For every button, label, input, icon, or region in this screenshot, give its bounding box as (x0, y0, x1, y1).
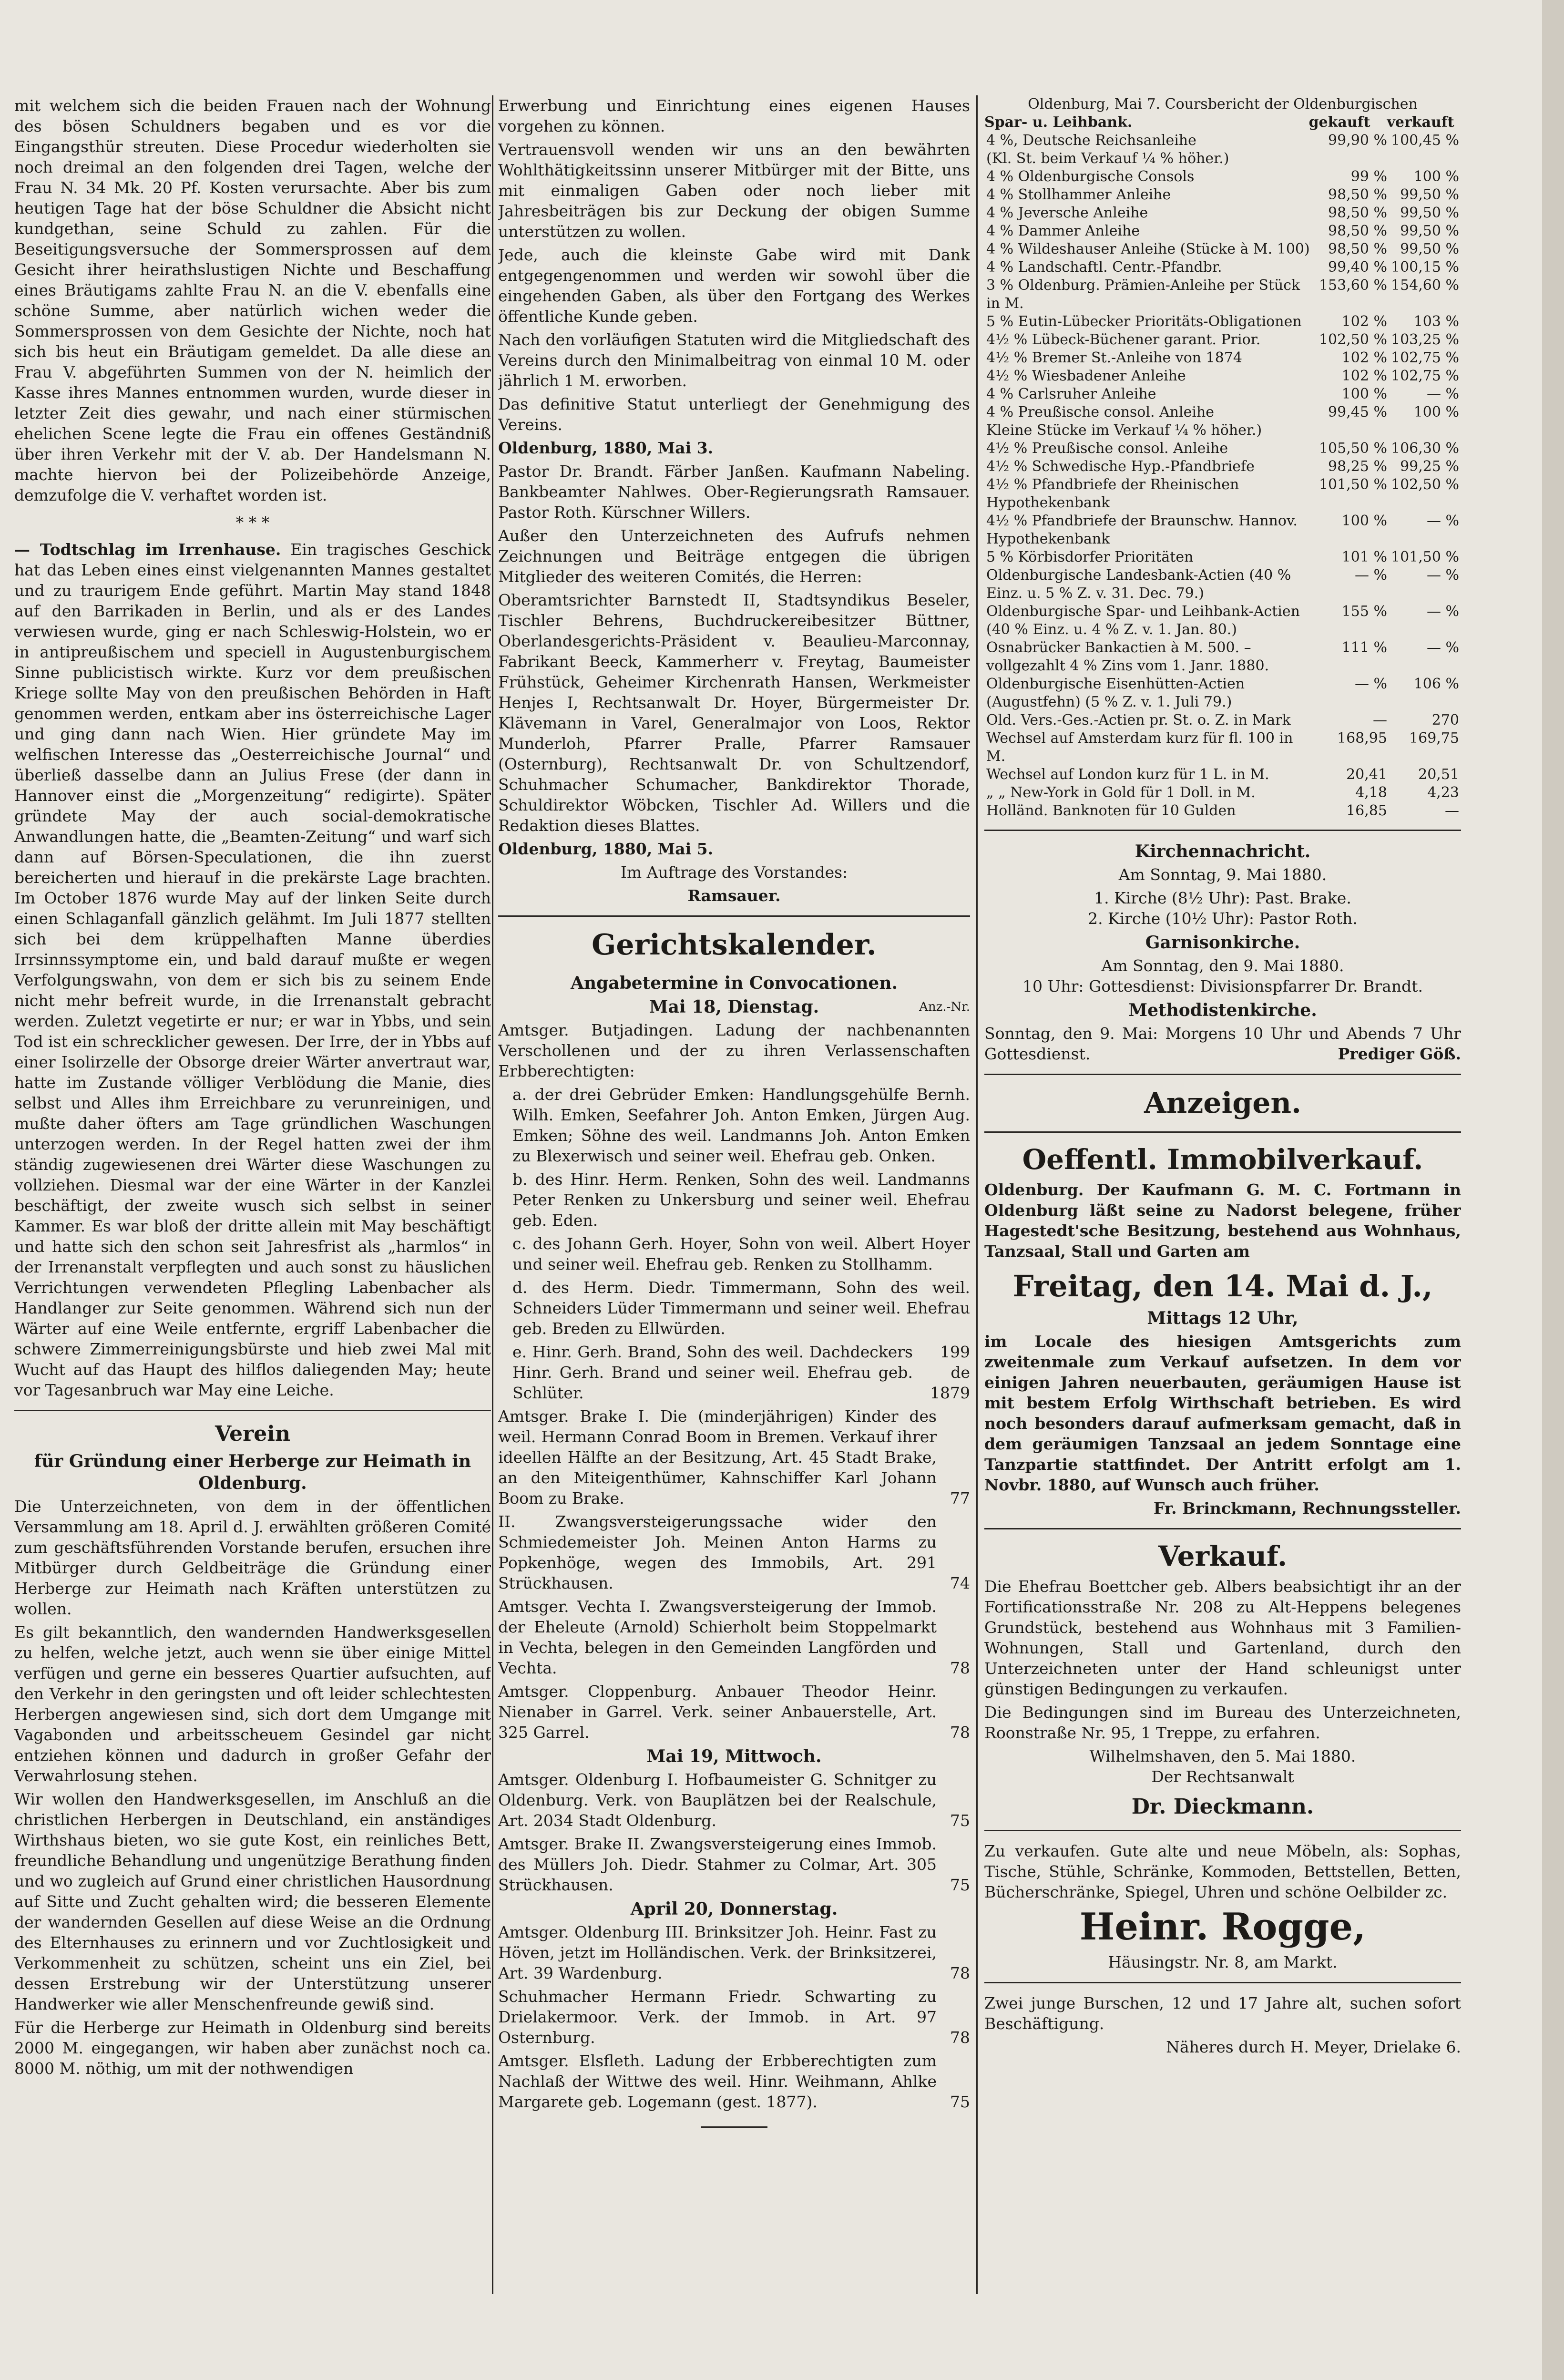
price-bought: 155 % (1341, 603, 1387, 620)
price-sold: — % (1426, 567, 1459, 584)
price-bought: 102 % (1341, 368, 1387, 384)
security-name: 4 % Wildeshauser Anleihe (Stücke à M. 100) (986, 241, 1310, 257)
service-line (984, 1023, 1461, 1064)
entry-number: 199 de 1879 (930, 1343, 970, 1402)
security-name: 4½ % Wiesbadener Anleihe (986, 368, 1186, 384)
security-name: 4 % Preußische consol. Anleihe (986, 404, 1215, 421)
entry-number: 78 (950, 2028, 970, 2047)
price-bought: 98,50 % (1328, 241, 1387, 257)
price-sold: 101,50 % (1390, 549, 1459, 565)
court-entry-text: Amtsger. Brake II. Zwangsversteigerung eines Immob. des Müllers Joh. Diedr. Stahmer zu Colmar, Art. 305 Strückhausen. (498, 1835, 937, 1894)
price-bought: 99,45 % (1328, 404, 1387, 421)
price-sold (1389, 150, 1461, 168)
entry-number: 78 (950, 1964, 970, 1982)
price-bought: 105,50 % (1319, 440, 1387, 457)
entry-number: 78 (950, 1723, 970, 1742)
price-bought: 168,95 (1337, 730, 1387, 747)
article-paragraph: Jede, auch die kleinste Gabe wird mit Dank entgegengenommen und werden wir sowohl über die eingehenden Gaben, als über den Fortgang des Werkes öffentliche Kunde geben. (498, 246, 970, 326)
course-row (984, 150, 1461, 168)
course-row (984, 639, 1461, 675)
column-label-bought: gekauft (1308, 114, 1370, 131)
course-row (984, 258, 1461, 277)
price-bought: 102 % (1341, 349, 1387, 366)
article-paragraph: Erwerbung und Einrichtung eines eigenen Hauses vorgehen zu können. (498, 96, 970, 135)
price-bought: 99 % (1350, 168, 1387, 185)
court-entry (498, 1834, 970, 1895)
course-row (984, 711, 1461, 729)
ad-date: Wilhelmshaven, den 5. Mai 1880. (1089, 1747, 1356, 1765)
course-row (984, 240, 1461, 258)
signatories: Pastor Dr. Brandt. Färber Janßen. Kaufmann Nabeling. Bankbeamter Nahlwes. Ober-Regierungsrath Ramsauer. Pastor Roth. Kürschner Willers. (498, 462, 970, 522)
course-row (984, 385, 1461, 403)
price-bought: 20,41 (1346, 766, 1387, 783)
court-entry: c. des Johann Gerh. Hoyer, Sohn von weil. Albert Hoyer und seiner weil. Ehefrau geb. Renken zu Stollhamm. (512, 1234, 970, 1273)
course-row (984, 548, 1461, 566)
security-name: 4½ % Preußische consol. Anleihe (986, 440, 1228, 457)
service-date: Am Sonntag, den 9. Mai 1880. (1101, 956, 1344, 975)
price-bought: 16,85 (1346, 802, 1387, 819)
course-row (984, 766, 1461, 784)
committee-list: Oberamtsrichter Barnstedt II, Stadtsyndikus Beseler, Tischler Behrens, Buchdruckereibesitzer Büttner, Oberlandesgerichts-Präsident v. Beaulieu-Marconnay, Fabrikant Beeck, Kammerherr v. Freytag, Baumeister Frühstück, Geheimer Kirchenrath Hansen, Werkmeister Henjes I, Rechtsanwalt Dr. Hoyer, Bürgermeister Dr. Klävemann in Varel, Generalmajor von Loos, Rektor Munderloh, Pfarrer Pralle, Pfarrer Ramsauer (Osternburg), Rechtsanwalt Dr. von Schultzendorf, Schuhmacher Schumacher, Bankdirektor Thorade, Schuldirektor Wöbcken, Tischler Ad. Willers und die Redaktion dieses Blattes. (498, 591, 970, 835)
security-name: 4 % Oldenburgische Consols (986, 168, 1195, 185)
article-paragraph: Nach den vorläufigen Statuten wird die Mitgliedschaft des Vereins durch den Minimalbeitrag von einmal 10 M. oder jährlich 1 M. erworben. (498, 330, 970, 390)
price-bought: 99,40 % (1328, 259, 1387, 276)
date-heading: Mai 18, Dienstag. (649, 997, 819, 1017)
article-paragraph: mit welchem sich die beiden Frauen nach der Wohnung des bösen Schuldners begaben und es vor die Eingangsthür streuten. Diese Procedur wiederholten sie noch dreimal an den folgenden drei Tagen, welche der Frau N. 34 Mk. 20 Pf. Kosten verursachte. Aber bis zum heutigen Tage hat der böse Schuldner die Absicht nicht kundgethan, seine Schuld zu zahlen. Für die Beseitigungsversuche der Sommersprossen auf dem Gesicht ihrer heirathslustigen Nichte und Beschaffung eines Bräutigams zahlte Frau N. an die V. ebenfalls eine schöne Summe, aber natürlich wichen weder die Sommersprossen von dem Gesichte der Nichte, noch hat sich bis heut ein Bräutigam gemeldet. Da alle diese an Frau V. abgeführten Summen von der N. heimlich der Kasse ihres Mannes entnommen wurden, wurde dieser in letzter Zeit dies gewahr, und nach einer stürmischen ehelichen Scene legte die Frau ein offenes Geständniß über ihren Verkehr mit der V. ab. Der Handelsmann N. machte hiervon bei der Polizeibehörde Anzeige, demzufolge die V. verhaftet worden ist. (14, 96, 491, 504)
date-heading: Mai 19, Mittwoch. (646, 1746, 822, 1766)
price-sold: 102,75 % (1390, 368, 1459, 384)
price-bought: 98,50 % (1328, 223, 1387, 239)
court-entry-text: Amtsger. Elsfleth. Ladung der Erbberechtigten zum Nachlaß der Wittwe des weil. Hinr. Weihmann, Ahlke Margarete geb. Logemann (gest. 1877). (498, 2052, 937, 2111)
column-label: Anz.-Nr. (919, 1000, 970, 1014)
security-name: 5 % Körbisdorfer Prioritäten (986, 549, 1194, 565)
price-sold: 99,50 % (1400, 241, 1459, 257)
course-row (984, 204, 1461, 222)
security-name: 4½ % Pfandbriefe der Rheinischen Hypothekenbank (986, 476, 1239, 511)
course-row (984, 132, 1461, 150)
article-paragraph: Vertrauensvoll wenden wir uns an den bewährten Wohlthätigkeitssinn unserer Mitbürger mit der Bitte, uns mit einmaligen Gaben oder noch lieber mit Jahresbeiträgen bis zur Deckung der obigen Summe unterstützen zu wollen. (498, 140, 970, 241)
section-rule (14, 1410, 491, 1411)
course-row (984, 222, 1461, 240)
course-row (984, 566, 1461, 603)
price-sold: 106 % (1413, 676, 1459, 692)
price-sold: 154,60 % (1390, 277, 1459, 294)
price-bought: 102,50 % (1319, 331, 1387, 348)
price-bought: — (1372, 712, 1387, 728)
price-sold: 103,25 % (1390, 331, 1459, 348)
court-entry-text: Amtsger. Vechta I. Zwangsversteigerung der Immob. der Eheleute (Arnold) Schierholt beim Stoppelmarkt in Vechta, belegen in den Gemeinden Langförden und Vechta. (498, 1597, 937, 1677)
entry-number: 75 (950, 2093, 970, 2111)
price-bought: 101 % (1341, 549, 1387, 565)
section-rule (984, 1074, 1461, 1075)
entry-number: 75 (950, 1876, 970, 1894)
course-table (984, 132, 1461, 820)
ad-contact: Näheres durch H. Meyer, Drielake 6. (1166, 2038, 1461, 2056)
price-sold: — % (1426, 603, 1459, 620)
course-row (984, 168, 1461, 186)
court-entry (498, 1406, 970, 1508)
price-sold: 99,50 % (1400, 223, 1459, 239)
ad-signature: Dr. Dieckmann. (1131, 1795, 1314, 1819)
section-title: Garnisonkirche. (1145, 933, 1300, 953)
price-sold: 99,50 % (1400, 186, 1459, 203)
course-row (984, 512, 1461, 548)
ad-address: Häusingstr. Nr. 8, am Markt. (1108, 1953, 1338, 1971)
article-paragraph: Das definitive Statut unterliegt der Genehmigung des Vereins. (498, 395, 970, 434)
column-divider (492, 95, 493, 2294)
security-name: Oldenburgische Landesbank-Actien (40 % Einz. u. 5 % Z. v. 31. Dec. 79.) (986, 567, 1291, 602)
price-bought: — % (1354, 676, 1387, 692)
court-entry-text: e. Hinr. Gerh. Brand, Sohn des weil. Dachdeckers Hinr. Gerh. Brand und seiner weil. Ehefrau geb. Schlüter. (512, 1343, 913, 1402)
bank-name: Spar- u. Leihbank. (984, 114, 1133, 131)
court-entry (498, 1681, 970, 1743)
security-name: Oldenburgische Spar- und Leihbank-Actien (40 % Einz. u. 4 % Z. v. 1. Jan. 80.) (986, 603, 1300, 638)
security-name: „ „ New-York in Gold für 1 Doll. in M. (986, 784, 1256, 801)
ad-text: Zwei junge Burschen, 12 und 17 Jahre alt, suchen sofort Beschäftigung. (984, 1994, 1461, 2033)
security-name: 4 %, Deutsche Reichsanleihe (986, 132, 1196, 149)
price-sold: 169,75 (1409, 730, 1459, 747)
column-right (984, 95, 1461, 2304)
course-row (984, 784, 1461, 802)
on-behalf: Im Auftrage des Vorstandes: (620, 863, 848, 882)
court-entry (498, 1986, 970, 2048)
entry-number: 74 (950, 1574, 970, 1592)
price-bought: 100 % (1341, 513, 1387, 529)
security-name: (Kl. St. beim Verkauf ¼ % höher.) (986, 150, 1229, 167)
article-paragraph: Außer den Unterzeichneten des Aufrufs nehmen Zeichnungen und Beiträge entgegen die übrigen Mitglieder des weiteren Comités, die Herren: (498, 526, 970, 586)
section-rule (984, 1131, 1461, 1133)
page-edge (1542, 0, 1564, 2380)
course-row (984, 331, 1461, 349)
column-left (14, 95, 491, 2304)
ad-role: Der Rechtsanwalt (1151, 1767, 1294, 1786)
price-sold: 100,15 % (1390, 259, 1459, 276)
court-entry (498, 1769, 970, 1831)
security-name: Kleine Stücke im Verkauf ¼ % höher.) (986, 422, 1262, 439)
article-paragraph: Die Unterzeichneten, von dem in der öffentlichen Versammlung am 18. April d. J. erwählten größeren Comité zum geschäftsführenden Vorstande berufen, ersuchen ihre Mitbürger durch Geldbeiträge die Gründung einer Herberge zur Heimath nach Kräften unterstützen zu wollen. (14, 1497, 491, 1618)
course-row (984, 476, 1461, 512)
ad-text: Die Ehefrau Boettcher geb. Albers beabsichtigt ihr an der Fortificationsstraße Nr. 208 zu Alt-Heppens belegenes Grundstück, bestehend aus Wohnhaus mit 3 Familien-Wohnungen, Stall und Gartenland, durch den Unterzeichneten unter der Hand schleunigst unter günstigen Bedingungen zu verkaufen. (984, 1577, 1461, 1698)
service-line: 2. Kirche (10½ Uhr): Pastor Roth. (1088, 909, 1358, 928)
service-date: Am Sonntag, 9. Mai 1880. (1118, 865, 1327, 884)
court-entry (498, 1922, 970, 1983)
section-subtitle: für Gründung einer Herberge zur Heimath in Oldenburg. (34, 1451, 471, 1493)
court-entry (498, 1596, 970, 1678)
ad-date: Freitag, den 14. Mai d. J., (1012, 1269, 1433, 1303)
article-body: Ein tragisches Geschick hat das Leben eines einst vielgenannten Mannes gestaltet und zu traurigem Ende geführt. Martin May stand 1848 auf den Barrikaden in Berlin, und als er des Landes verwiesen wurde, ging er nach Schleswig-Holstein, wo er in antipreußischem und speciell in Augustenburgischem Sinne publicistisch wirkte. Kurz vor dem preußischen Kriege sollte May von den preußischen Behörden in Haft genommen werden, entkam aber ins österreichische Lager und ging dann nach Wien. Hier gründete May im welfischen Interesse das „Oesterreichische Journal“ und überließ dasselbe dann an Julius Frese (der dann in Hannover einst die „Morgenzeitung“ redigirte). Später gründete May der auch social-demokratische Anwandlungen hatte, die „Beamten-Zeitung“ und warf sich dann auf Börsen-Speculationen, die ihn zuerst bereicherten und hierauf in die prekärste Lage brachten. Im October 1876 wurde May auf der linken Seite durch einen Schlaganfall gänzlich gelähmt. Im Juli 1877 stellten sich bei dem krüppelhaften Manne überdies Irrsinnssymptome ein, und bald darauf mußte er wegen Verfolgungswahn, von dem er sich bis zu seinem Ende nicht mehr befreit wurde, in die Irrenanstalt gebracht werden. Zuletzt vegetirte er nur; er war in Ybbs, und sein Tod ist ein schrecklicher gewesen. Der Irre, der in Ybbs auf einer Isolirzelle der Obsorge dreier Wärter anvertraut war, hatte im Zustande völliger Verblödung die Manie, dies selbst und Alles ihm Erreichbare zu verunreinigen, und mußte daher öfters am Tage gründlichen Waschungen unterzogen werden. In der Regel hatten zwei der ihm ständig zugewiesenen drei Wärter diese Waschungen zu vollziehen. Diesmal war der eine Wärter in der Kanzlei beschäftigt, der zweite wusch sich selbst in seiner Kammer. Es war bloß der dritte allein mit May beschäftigt und hatte sich den schon seit Jahresfrist als „harmlos“ in der Irrenanstalt verpflegten und auch sonst zu häuslichen Verrichtungen verwendeten Pflegling Labenbacher als Handlanger zur Seite genommen. Während sich nun der Wärter auf eine Weile entfernte, ergriff Labenbacher die schwere Zimmerreinigungsbürste und hieb zwei Mal mit Wucht auf das Haupt des hilflos daliegenden May; heute vor Tagesanbruch war May eine Leiche. (14, 540, 491, 1399)
security-name: Wechsel auf London kurz für 1 L. in M. (986, 766, 1269, 783)
section-rule (498, 915, 970, 917)
security-name: 4½ % Bremer St.-Anleihe von 1874 (986, 349, 1242, 366)
court-entry (498, 1342, 970, 1403)
price-sold: 106,30 % (1390, 440, 1459, 457)
article-paragraph: Wir wollen den Handwerksgesellen, im Anschluß an die christlichen Herbergen in Deutschland, ein anständiges Wirthshaus bieten, wo sie gute Kost, ein reinliches Bett, freundliche Behandlung und ungenützige Berathung finden und wo zugleich auf Grund einer christlichen Hausordnung auf Sitte und Zucht gehalten wird; die besseren Elemente der wandernden Gesellen auf diese Weise an die Ordnung des Elternhauses zu erinnern und vor Zuchtlosigkeit und Verkommenheit zu schützen, scheint uns ein Ziel, bei dessen Erstrebung wir der Unterstützung unserer Handwerker wie aller Menschenfreunde gewiß sind. (14, 1790, 491, 2013)
security-name: 3 % Oldenburg. Prämien-Anleihe per Stück in M. (986, 277, 1300, 312)
article-paragraph (14, 539, 491, 1400)
price-sold: — % (1426, 513, 1459, 529)
ad-text: im Locale des hiesigen Amtsgerichts zum zweitenmale zum Verkauf aufsetzen. In dem vor einigen Jahren neuerbauten, geräumigen Hause ist mit bestem Erfolg Wirthschaft betrieben. Es wird noch besonders darauf aufmerksam gemacht, daß in dem geräumigen Tanzsaal an jedem Sonntage eine Tanzpartie stattfindet. Der Antritt erfolgt am 1. Novbr. 1880, auf Wunsch auch früher. (984, 1332, 1461, 1494)
price-bought: 98,50 % (1328, 205, 1387, 221)
price-sold: 100 % (1413, 404, 1459, 421)
ad-name: Heinr. Rogge, (1079, 1905, 1366, 1949)
course-row (984, 313, 1461, 331)
court-entry-text: II. Zwangsversteigerungssache wider den Schmiedemeister Joh. Meinen Anton Harms zu Popkenhöge, wegen des Immobils, Art. 291 Strückhausen. (498, 1512, 937, 1592)
ad-text: Zu verkaufen. Gute alte und neue Möbeln, als: Sophas, Tische, Stühle, Schränke, Kommoden, Bettstellen, Betten, Bücherschränke, Spiegel, Uhren und schöne Oelbilder zc. (984, 1842, 1461, 1901)
security-name: Wechsel auf Amsterdam kurz für fl. 100 in M. (986, 730, 1293, 765)
column-middle (498, 95, 970, 2304)
court-entry: d. des Herm. Diedr. Timmermann, Sohn des weil. Schneiders Lüder Timmermann und seiner weil. Ehefrau geb. Breden zu Ellwürden. (512, 1278, 970, 1338)
preacher-name: Prediger Göß. (1338, 1045, 1461, 1063)
court-entry (498, 2051, 970, 2112)
court-entry-text: Amtsger. Cloppenburg. Anbauer Theodor Heinr. Nienaber in Garrel. Verk. seiner Anbauerstelle, Art. 325 Garrel. (498, 1682, 937, 1742)
ad-signature: Fr. Brinckmann, Rechnungssteller. (1153, 1499, 1461, 1518)
price-sold: 102,50 % (1390, 476, 1459, 493)
security-name: 4 % Dammer Anleihe (986, 223, 1140, 239)
article-paragraph: Für die Herberge zur Heimath in Oldenburg sind bereits 2000 M. eingegangen, wir haben aber zunächst noch ca. 8000 M. nöthig, um mit der nothwendigen (14, 2018, 491, 2078)
dateline: Oldenburg, 1880, Mai 3. (498, 439, 714, 457)
price-bought: — % (1354, 567, 1387, 584)
ad-title: Oeffentl. Immobilverkauf. (1022, 1143, 1423, 1176)
course-row (984, 277, 1461, 313)
section-title: Kirchennachricht. (1135, 841, 1311, 862)
price-bought: 4,18 (1355, 784, 1387, 801)
security-name: Holländ. Banknoten für 10 Gulden (986, 802, 1236, 819)
price-sold: 103 % (1413, 313, 1459, 330)
court-entry-text: Schuhmacher Hermann Friedr. Schwarting zu Drielakermoor. Verk. der Immob. in Art. 97 Osternburg. (498, 1987, 937, 2047)
ad-title: Verkauf. (1158, 1540, 1288, 1572)
price-sold: 100 % (1413, 168, 1459, 185)
price-bought: 102 % (1341, 313, 1387, 330)
section-title: Methodistenkirche. (1128, 1000, 1317, 1020)
security-name: 4 % Carlsruher Anleihe (986, 386, 1156, 402)
signature: Ramsauer. (687, 886, 781, 905)
price-bought: 111 % (1341, 639, 1387, 656)
course-row (984, 186, 1461, 204)
price-sold: — (1445, 802, 1459, 819)
course-row (984, 603, 1461, 639)
course-row (984, 675, 1461, 711)
price-bought: 99,90 % (1328, 132, 1387, 149)
security-name: 4 % Landschaftl. Centr.-Pfandbr. (986, 259, 1222, 276)
price-sold: — % (1426, 386, 1459, 402)
dateline: Oldenburg, 1880, Mai 5. (498, 840, 714, 858)
price-bought: 101,50 % (1319, 476, 1387, 493)
court-entry-text: Amtsger. Brake I. Die (minderjährigen) Kinder des weil. Hermann Conrad Boom in Bremen. Verkauf ihrer ideellen Hälfte an der Besitzung, Art. 45 Stadt Brake, an den Miteigenthümer, Kahnschiffer Karl Johann Boom zu Brake. (498, 1407, 937, 1508)
section-rule (984, 1982, 1461, 1983)
course-row (984, 729, 1461, 766)
ad-text: Oldenburg. Der Kaufmann G. M. C. Fortmann in Oldenburg läßt seine zu Nadorst belegene, früher Hagestedt'sche Besitzung, bestehend aus Wohnhaus, Tanzsaal, Stall und Garten am (984, 1180, 1461, 1261)
course-row (984, 349, 1461, 367)
course-row (984, 403, 1461, 421)
section-rule (984, 1528, 1461, 1529)
end-rule (701, 2126, 767, 2128)
price-bought (1317, 150, 1389, 168)
court-entry: b. des Hinr. Herm. Renken, Sohn des weil. Landmanns Peter Renken zu Unkersburg und seiner weil. Ehefrau geb. Eden. (512, 1170, 970, 1230)
course-row (984, 458, 1461, 476)
price-sold: 4,23 (1427, 784, 1459, 801)
security-name: 4 % Jeversche Anleihe (986, 205, 1148, 221)
entry-number: 75 (950, 1811, 970, 1830)
price-sold: 102,75 % (1390, 349, 1459, 366)
security-name: 5 % Eutin-Lübecker Prioritäts-Obligationen (986, 313, 1302, 330)
section-title: Verein (215, 1422, 290, 1446)
court-entry: a. der drei Gebrüder Emken: Handlungsgehülfe Bernh. Wilh. Emken, Seefahrer Joh. Anton Emken, Jürgen Aug. Emken; Söhne des weil. Landmanns Joh. Anton Emken zu Blexerwisch und seiner weil. Ehefrau geb. Onken. (512, 1085, 970, 1165)
price-sold: — % (1426, 639, 1459, 656)
price-bought (1317, 421, 1389, 440)
price-bought: 153,60 % (1319, 277, 1387, 294)
course-row (984, 367, 1461, 385)
course-report-header: Oldenburg, Mai 7. Coursbericht der Oldenburgischen (1028, 96, 1418, 113)
course-row (984, 802, 1461, 820)
security-name: Old. Vers.-Ges.-Actien pr. St. o. Z. in Mark (986, 712, 1291, 728)
course-row (984, 421, 1461, 440)
security-name: 4½ % Lübeck-Büchener garant. Prior. (986, 331, 1261, 348)
price-bought: 98,50 % (1328, 186, 1387, 203)
column-label-sold: verkauft (1387, 114, 1454, 131)
security-name: Oldenburgische Eisenhütten-Actien (Augustfehn) (5 % Z. v. 1. Juli 79.) (986, 676, 1245, 710)
price-sold: 99,25 % (1400, 458, 1459, 475)
article-paragraph: Es gilt bekanntlich, den wandernden Handwerksgesellen zu helfen, welche jetzt, auch wenn sie über einige Mittel verfügen und gerne ein besseres Quartier aufsuchten, auf den Verkehr in den geringsten und oft leider schlechtesten Herbergen angewiesen sind, sich dort dem Umgange mit Vagabonden und arbeitsscheuem Gesindel gar nicht entziehen können und dadurch in großer Gefahr der Verwahrlosung stehen. (14, 1623, 491, 1785)
service-line: 1. Kirche (8½ Uhr): Past. Brake. (1094, 889, 1351, 907)
separator-stars: * * * (235, 513, 270, 532)
ad-time: Mittags 12 Uhr, (1147, 1308, 1298, 1328)
article-title: — Todtschlag im Irrenhause. (14, 540, 281, 559)
court-entry-text: Amtsger. Oldenburg III. Brinksitzer Joh. Heinr. Fast zu Höven, jetzt im Holländischen. Verk. der Brinksitzerei, Art. 39 Wardenburg. (498, 1923, 937, 1982)
service-text: Sonntag, den 9. Mai: Morgens 10 Uhr und Abends 7 Uhr Gottesdienst. (984, 1024, 1461, 1063)
price-sold: 100,45 % (1390, 132, 1459, 149)
section-rule (984, 830, 1461, 831)
price-bought: 98,25 % (1328, 458, 1387, 475)
course-row (984, 440, 1461, 458)
ads-title: Anzeigen. (1144, 1087, 1301, 1120)
court-entry (498, 1511, 970, 1593)
service-line: 10 Uhr: Gottesdienst: Divisionspfarrer Dr. Brandt. (1022, 977, 1423, 995)
price-sold: 20,51 (1418, 766, 1459, 783)
section-title: Gerichtskalender. (592, 928, 877, 962)
ad-text: Die Bedingungen sind im Bureau des Unterzeichneten, Roonstraße Nr. 95, 1 Treppe, zu erfahren. (984, 1703, 1461, 1742)
section-rule (984, 1830, 1461, 1831)
security-name: 4½ % Schwedische Hyp.-Pfandbriefe (986, 458, 1255, 475)
section-subtitle: Angabetermine in Convocationen. (570, 973, 898, 993)
entry-number: 77 (950, 1489, 970, 1508)
price-bought: 100 % (1341, 386, 1387, 402)
court-entry: Amtsger. Butjadingen. Ladung der nachbenannten Verschollenen und der zu ihren Verlassenschaften Erbberechtigten: (498, 1021, 970, 1080)
entry-number: 78 (950, 1659, 970, 1677)
price-sold: 270 (1431, 712, 1459, 728)
security-name: 4 % Stollhammer Anleihe (986, 186, 1171, 203)
price-sold: 99,50 % (1400, 205, 1459, 221)
court-entry-text: Amtsger. Oldenburg I. Hofbaumeister G. Schnitger zu Oldenburg. Verk. von Bauplätzen bei der Realschule, Art. 2034 Stadt Oldenburg. (498, 1770, 937, 1830)
security-name: 4½ % Pfandbriefe der Braunschw. Hannov. Hypothekenbank (986, 513, 1298, 547)
course-report-subheader (984, 113, 1461, 132)
price-sold (1389, 421, 1461, 440)
security-name: Osnabrücker Bankactien à M. 500. – vollgezahlt 4 % Zins vom 1. Janr. 1880. (986, 639, 1269, 674)
date-heading: April 20, Donnerstag. (630, 1899, 838, 1919)
column-divider (976, 95, 978, 2294)
